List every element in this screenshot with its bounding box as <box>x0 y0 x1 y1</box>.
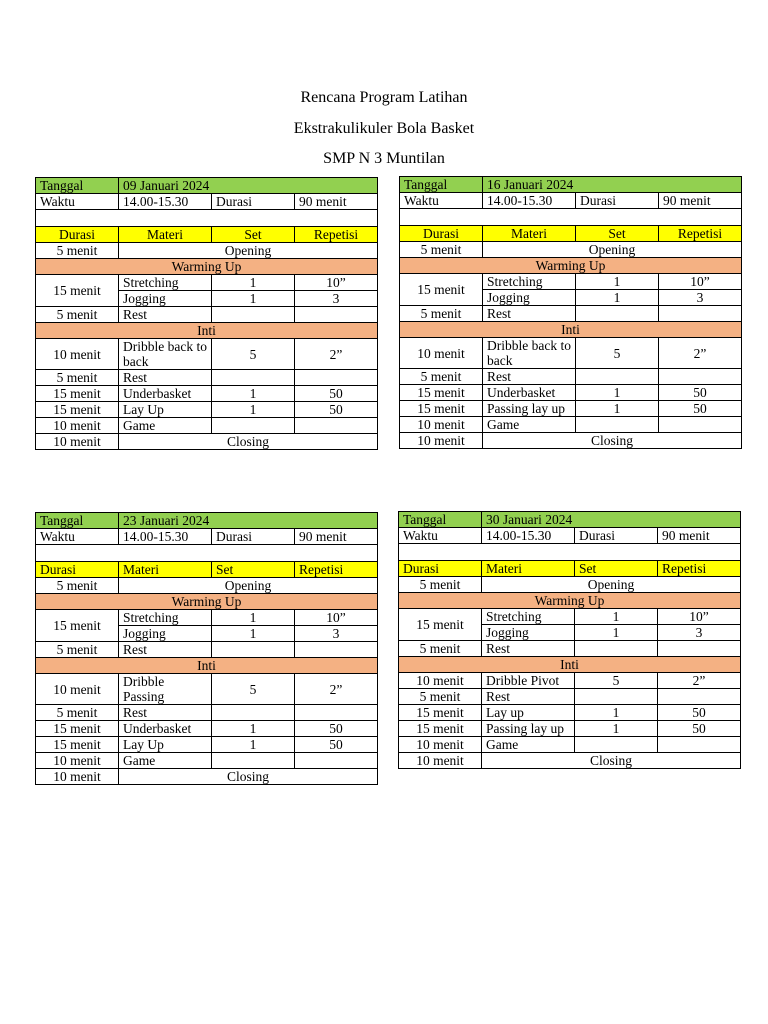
tanggal-label: Tanggal <box>36 178 119 194</box>
title-line-2: Ekstrakulikuler Bola Basket <box>293 120 475 137</box>
session-table-3 <box>35 512 378 785</box>
waktu-label: Waktu <box>36 529 119 545</box>
warmup-repetisi: 3 <box>295 291 378 307</box>
tanggal-label: Tanggal <box>400 177 483 193</box>
opening-row <box>399 577 741 593</box>
inti-row <box>400 401 742 417</box>
warmup-materi: Jogging <box>483 290 576 306</box>
column-header-row <box>399 561 741 577</box>
warmup-duration: 15 menit <box>36 610 119 642</box>
warmup-set: 1 <box>212 291 295 307</box>
rest-duration: 5 menit <box>36 642 119 658</box>
inti-repetisi: 50 <box>295 737 378 753</box>
inti-set <box>212 753 295 769</box>
inti-set: 1 <box>212 402 295 418</box>
opening-row <box>36 578 378 594</box>
inti-set: 1 <box>212 386 295 402</box>
inti-duration: 15 menit <box>400 401 483 417</box>
inti-materi: Underbasket <box>119 721 212 737</box>
inti-duration: 10 menit <box>36 753 119 769</box>
warming-up-section <box>400 258 742 274</box>
opening-duration: 5 menit <box>399 577 482 593</box>
col-materi-header: Materi <box>119 562 212 578</box>
rest-row <box>400 306 742 322</box>
waktu-label: Waktu <box>400 193 483 209</box>
inti-set <box>212 418 295 434</box>
opening-row <box>36 243 378 259</box>
col-durasi-header: Durasi <box>36 227 119 243</box>
inti-duration: 10 menit <box>36 418 119 434</box>
col-repetisi-header: Repetisi <box>659 226 742 242</box>
inti-materi: Game <box>119 753 212 769</box>
col-set-header: Set <box>212 227 295 243</box>
title-line-1: Rencana Program Latihan <box>300 89 468 106</box>
inti-materi: Underbasket <box>119 386 212 402</box>
warmup-set: 1 <box>575 609 658 625</box>
col-materi-header: Materi <box>483 226 576 242</box>
session-table-1 <box>35 177 378 450</box>
durasi-label: Durasi <box>212 194 295 210</box>
col-repetisi-header: Repetisi <box>295 562 378 578</box>
warmup-duration: 15 menit <box>399 609 482 641</box>
inti-row <box>399 689 741 705</box>
inti-label: Inti <box>400 322 742 338</box>
warmup-materi: Jogging <box>119 626 212 642</box>
inti-set <box>576 369 659 385</box>
inti-duration: 5 menit <box>400 369 483 385</box>
inti-materi: Rest <box>119 370 212 386</box>
opening-row <box>400 242 742 258</box>
inti-set: 5 <box>576 338 659 369</box>
col-repetisi-header: Repetisi <box>295 227 378 243</box>
inti-repetisi <box>659 369 742 385</box>
closing-duration: 10 menit <box>400 433 483 449</box>
opening-duration: 5 menit <box>36 578 119 594</box>
inti-repetisi: 50 <box>295 386 378 402</box>
inti-label: Inti <box>36 658 378 674</box>
inti-materi: Passing lay up <box>483 401 576 417</box>
inti-repetisi <box>659 417 742 433</box>
waktu-value: 14.00-15.30 <box>119 529 212 545</box>
inti-set <box>212 705 295 721</box>
waktu-value: 14.00-15.30 <box>483 193 576 209</box>
opening-label: Opening <box>119 578 378 594</box>
inti-set: 5 <box>212 674 295 705</box>
inti-row <box>400 338 742 369</box>
inti-duration: 10 menit <box>400 417 483 433</box>
col-materi-header: Materi <box>482 561 575 577</box>
inti-repetisi: 50 <box>658 705 741 721</box>
inti-row <box>399 721 741 737</box>
inti-repetisi: 50 <box>659 385 742 401</box>
inti-set: 1 <box>212 721 295 737</box>
inti-row <box>36 339 378 370</box>
tanggal-value: 30 Januari 2024 <box>482 512 741 528</box>
time-row <box>399 528 741 544</box>
inti-set: 1 <box>575 721 658 737</box>
col-materi-header: Materi <box>119 227 212 243</box>
rest-row <box>399 641 741 657</box>
warmup-set: 1 <box>576 274 659 290</box>
tanggal-value: 16 Januari 2024 <box>483 177 742 193</box>
spacer-row <box>400 209 742 226</box>
tanggal-value: 09 Januari 2024 <box>119 178 378 194</box>
warmup-repetisi: 10” <box>659 274 742 290</box>
inti-set: 1 <box>576 401 659 417</box>
warmup-materi: Stretching <box>483 274 576 290</box>
durasi-value: 90 menit <box>658 528 741 544</box>
rest-row <box>36 307 378 323</box>
durasi-value: 90 menit <box>659 193 742 209</box>
inti-duration: 15 menit <box>399 721 482 737</box>
rest-materi: Rest <box>119 642 212 658</box>
inti-repetisi: 2” <box>659 338 742 369</box>
warmup-set: 1 <box>212 610 295 626</box>
opening-label: Opening <box>483 242 742 258</box>
inti-row <box>36 674 378 705</box>
inti-row <box>400 385 742 401</box>
col-durasi-header: Durasi <box>400 226 483 242</box>
column-header-row <box>36 227 378 243</box>
date-row <box>400 177 742 193</box>
warmup-row <box>36 610 378 626</box>
inti-materi: Dribble back to back <box>119 339 212 370</box>
inti-duration: 15 menit <box>400 385 483 401</box>
time-row <box>400 193 742 209</box>
rest-materi: Rest <box>482 641 575 657</box>
warmup-duration: 15 menit <box>400 274 483 306</box>
waktu-label: Waktu <box>399 528 482 544</box>
inti-materi: Passing lay up <box>482 721 575 737</box>
tanggal-label: Tanggal <box>399 512 482 528</box>
rest-materi: Rest <box>483 306 576 322</box>
column-header-row <box>400 226 742 242</box>
inti-duration: 5 menit <box>36 370 119 386</box>
time-row <box>36 529 378 545</box>
col-set-header: Set <box>575 561 658 577</box>
inti-repetisi <box>295 705 378 721</box>
closing-label: Closing <box>482 753 741 769</box>
closing-row <box>36 434 378 450</box>
closing-duration: 10 menit <box>36 434 119 450</box>
inti-materi: Rest <box>483 369 576 385</box>
inti-duration: 10 menit <box>400 338 483 369</box>
waktu-value: 14.00-15.30 <box>482 528 575 544</box>
closing-label: Closing <box>119 434 378 450</box>
date-row <box>36 513 378 529</box>
inti-label: Inti <box>399 657 741 673</box>
closing-label: Closing <box>483 433 742 449</box>
spacer-row <box>36 210 378 227</box>
column-header-row <box>36 562 378 578</box>
warmup-repetisi: 10” <box>658 609 741 625</box>
col-set-header: Set <box>212 562 295 578</box>
durasi-value: 90 menit <box>295 194 378 210</box>
date-row <box>36 178 378 194</box>
waktu-label: Waktu <box>36 194 119 210</box>
opening-duration: 5 menit <box>400 242 483 258</box>
session-table-4 <box>398 511 741 769</box>
closing-row <box>399 753 741 769</box>
warming-up-section <box>36 594 378 610</box>
warmup-set: 1 <box>575 625 658 641</box>
col-set-header: Set <box>576 226 659 242</box>
inti-row <box>399 737 741 753</box>
inti-materi: Dribble Pivot <box>482 673 575 689</box>
inti-set: 1 <box>576 385 659 401</box>
warming-up-section <box>399 593 741 609</box>
inti-repetisi: 2” <box>295 339 378 370</box>
rest-duration: 5 menit <box>36 307 119 323</box>
inti-duration: 10 menit <box>36 339 119 370</box>
warmup-set: 1 <box>576 290 659 306</box>
inti-row <box>36 418 378 434</box>
inti-duration: 15 menit <box>399 705 482 721</box>
inti-repetisi: 50 <box>295 402 378 418</box>
inti-set: 5 <box>212 339 295 370</box>
inti-row <box>36 753 378 769</box>
tanggal-value: 23 Januari 2024 <box>119 513 378 529</box>
warming-up-label: Warming Up <box>399 593 741 609</box>
closing-row <box>36 769 378 785</box>
col-repetisi-header: Repetisi <box>658 561 741 577</box>
inti-materi: Underbasket <box>483 385 576 401</box>
warmup-row <box>399 609 741 625</box>
warming-up-label: Warming Up <box>400 258 742 274</box>
warmup-row <box>36 275 378 291</box>
inti-repetisi <box>295 418 378 434</box>
opening-label: Opening <box>482 577 741 593</box>
inti-row <box>36 721 378 737</box>
rest-duration: 5 menit <box>400 306 483 322</box>
inti-label: Inti <box>36 323 378 339</box>
inti-section <box>36 323 378 339</box>
inti-set <box>576 417 659 433</box>
warmup-materi: Stretching <box>119 610 212 626</box>
warmup-repetisi: 3 <box>659 290 742 306</box>
warmup-set: 1 <box>212 626 295 642</box>
waktu-value: 14.00-15.30 <box>119 194 212 210</box>
inti-section <box>400 322 742 338</box>
inti-materi: Rest <box>482 689 575 705</box>
inti-row <box>36 402 378 418</box>
warmup-materi: Jogging <box>119 291 212 307</box>
inti-duration: 15 menit <box>36 737 119 753</box>
col-durasi-header: Durasi <box>36 562 119 578</box>
spacer-row <box>399 544 741 561</box>
inti-materi: Lay Up <box>119 737 212 753</box>
inti-repetisi: 50 <box>658 721 741 737</box>
tanggal-label: Tanggal <box>36 513 119 529</box>
inti-duration: 10 menit <box>399 737 482 753</box>
date-row <box>399 512 741 528</box>
inti-set: 5 <box>575 673 658 689</box>
warmup-set: 1 <box>212 275 295 291</box>
inti-row <box>400 417 742 433</box>
inti-row <box>36 737 378 753</box>
inti-materi: Rest <box>119 705 212 721</box>
inti-duration: 5 menit <box>36 705 119 721</box>
closing-row <box>400 433 742 449</box>
inti-materi: Dribble back to back <box>483 338 576 369</box>
inti-materi: Dribble Passing <box>119 674 212 705</box>
inti-set <box>575 689 658 705</box>
inti-repetisi <box>295 370 378 386</box>
inti-repetisi: 2” <box>658 673 741 689</box>
closing-label: Closing <box>119 769 378 785</box>
title-line-3: SMP N 3 Muntilan <box>323 150 445 167</box>
warmup-duration: 15 menit <box>36 275 119 307</box>
inti-section <box>399 657 741 673</box>
inti-duration: 15 menit <box>36 386 119 402</box>
opening-duration: 5 menit <box>36 243 119 259</box>
warmup-repetisi: 10” <box>295 610 378 626</box>
inti-repetisi: 2” <box>295 674 378 705</box>
warming-up-label: Warming Up <box>36 259 378 275</box>
inti-repetisi <box>658 737 741 753</box>
durasi-label: Durasi <box>576 193 659 209</box>
inti-repetisi <box>295 753 378 769</box>
rest-row <box>36 642 378 658</box>
rest-materi: Rest <box>119 307 212 323</box>
inti-repetisi: 50 <box>659 401 742 417</box>
inti-set <box>575 737 658 753</box>
inti-materi: Game <box>482 737 575 753</box>
opening-label: Opening <box>119 243 378 259</box>
col-durasi-header: Durasi <box>399 561 482 577</box>
inti-duration: 10 menit <box>399 673 482 689</box>
spacer-row <box>36 545 378 562</box>
durasi-value: 90 menit <box>295 529 378 545</box>
warmup-row <box>400 274 742 290</box>
inti-section <box>36 658 378 674</box>
warmup-materi: Stretching <box>119 275 212 291</box>
inti-repetisi: 50 <box>295 721 378 737</box>
inti-set: 1 <box>212 737 295 753</box>
inti-row <box>36 370 378 386</box>
warmup-repetisi: 3 <box>295 626 378 642</box>
durasi-label: Durasi <box>575 528 658 544</box>
inti-row <box>399 705 741 721</box>
closing-duration: 10 menit <box>36 769 119 785</box>
session-table-2 <box>399 176 742 449</box>
inti-duration: 15 menit <box>36 402 119 418</box>
warming-up-section <box>36 259 378 275</box>
inti-materi: Game <box>483 417 576 433</box>
inti-materi: Lay Up <box>119 402 212 418</box>
closing-duration: 10 menit <box>399 753 482 769</box>
warmup-repetisi: 10” <box>295 275 378 291</box>
inti-materi: Lay up <box>482 705 575 721</box>
warming-up-label: Warming Up <box>36 594 378 610</box>
inti-duration: 15 menit <box>36 721 119 737</box>
warmup-repetisi: 3 <box>658 625 741 641</box>
inti-materi: Game <box>119 418 212 434</box>
inti-row <box>36 705 378 721</box>
inti-set: 1 <box>575 705 658 721</box>
inti-duration: 5 menit <box>399 689 482 705</box>
inti-row <box>400 369 742 385</box>
rest-duration: 5 menit <box>399 641 482 657</box>
inti-duration: 10 menit <box>36 674 119 705</box>
durasi-label: Durasi <box>212 529 295 545</box>
time-row <box>36 194 378 210</box>
warmup-materi: Jogging <box>482 625 575 641</box>
warmup-materi: Stretching <box>482 609 575 625</box>
inti-set <box>212 370 295 386</box>
inti-repetisi <box>658 689 741 705</box>
inti-row <box>36 386 378 402</box>
inti-row <box>399 673 741 689</box>
